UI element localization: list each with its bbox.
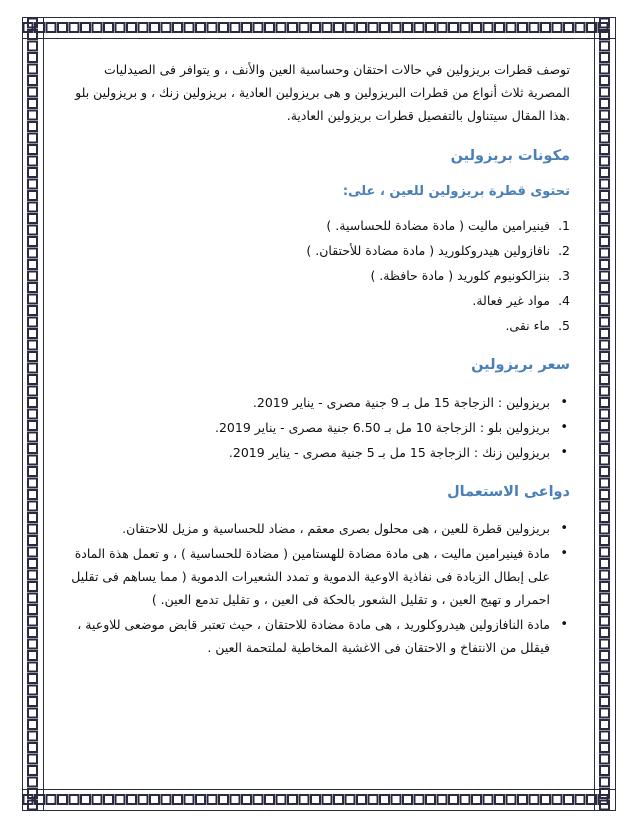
list-item: • مادة النافازولين هيدروكلوريد ، هى مادة مضادة للاحتقان ، حيث تعتبر قابض موضعى للاوعية ، فيقلل من الانتفاخ و الاحتقان فى الاغشية المخاطية لملتحمة العين . — [70, 613, 550, 659]
list-number: 5. — [558, 318, 570, 333]
list-text: ماء نقى. — [505, 318, 550, 333]
components-heading: مكونات بريزولين — [450, 148, 570, 164]
list-item: • مادة فينيرامين ماليت ، هى مادة مضادة للهستامين ( مضادة للحساسية ) ، و تعمل هذة المادة على إبطال الزيادة فى نفاذية الاوعية الدموية و تمدد الشعيرات الدموية ( مما يساهم فى تقليل احمرار و تهيج العين ، و تقليل الشعور بالحكة فى العين ، و تقليل تدمع العين. ) — [70, 542, 550, 611]
page-border-top — [22, 17, 616, 39]
list-item: • بريزولين : الزجاجة 15 مل بـ 9 جنية مصرى - يناير 2019. — [70, 390, 550, 415]
list-number: 3. — [558, 268, 570, 283]
price-list — [70, 390, 570, 465]
list-text: مواد غير فعالة. — [472, 293, 550, 308]
document-body — [70, 58, 570, 675]
components-list — [70, 213, 570, 338]
list-item — [70, 213, 570, 238]
page-border-right — [594, 17, 616, 811]
usage-list — [70, 517, 570, 659]
components-subheading: تحتوى قطرة بريزولين للعين ، على: — [342, 184, 570, 199]
page-border-bottom — [22, 789, 616, 811]
list-item — [70, 288, 570, 313]
usage-heading: دواعى الاستعمال — [447, 484, 570, 500]
list-item — [70, 238, 570, 263]
list-number: 1. — [558, 218, 570, 233]
list-item — [70, 263, 570, 288]
list-item: • بريزولين زنك : الزجاجة 15 مل بـ 5 جنية مصرى - يناير 2019. — [70, 440, 550, 465]
price-heading: سعر بريزولين — [471, 357, 570, 373]
list-item: • بريزولين قطرة للعين ، هى محلول بصرى معقم ، مضاد للحساسية و مزيل للاحتقان. — [70, 517, 550, 540]
list-text: فينيرامين ماليت ( مادة مضادة للحساسية. ) — [326, 218, 550, 233]
page-border-left — [22, 17, 44, 811]
list-number: 2. — [558, 243, 570, 258]
list-number: 4. — [558, 293, 570, 308]
list-item: • بريزولين بلو : الزجاجة 10 مل بـ 6.50 جنية مصرى - يناير 2019. — [70, 415, 550, 440]
list-text: نافازولين هيدروكلوريد ( مادة مضادة للأحتقان. ) — [306, 243, 550, 258]
list-text: بنزالكونيوم كلوريد ( مادة حافظة. ) — [370, 268, 550, 283]
list-item — [70, 313, 570, 338]
intro-paragraph: توصف قطرات بريزولين في حالات احتقان وحساسية العين والأنف ، و يتوافر فى الصيدليات المصرية ثلاث أنواع من قطرات البريزولين و هى بريزولين العادية ، بريزولين زنك ، و بريزولين بلو .هذا المقال سيتناول بالتفصيل قطرات بريزولين العادية. — [75, 62, 570, 123]
